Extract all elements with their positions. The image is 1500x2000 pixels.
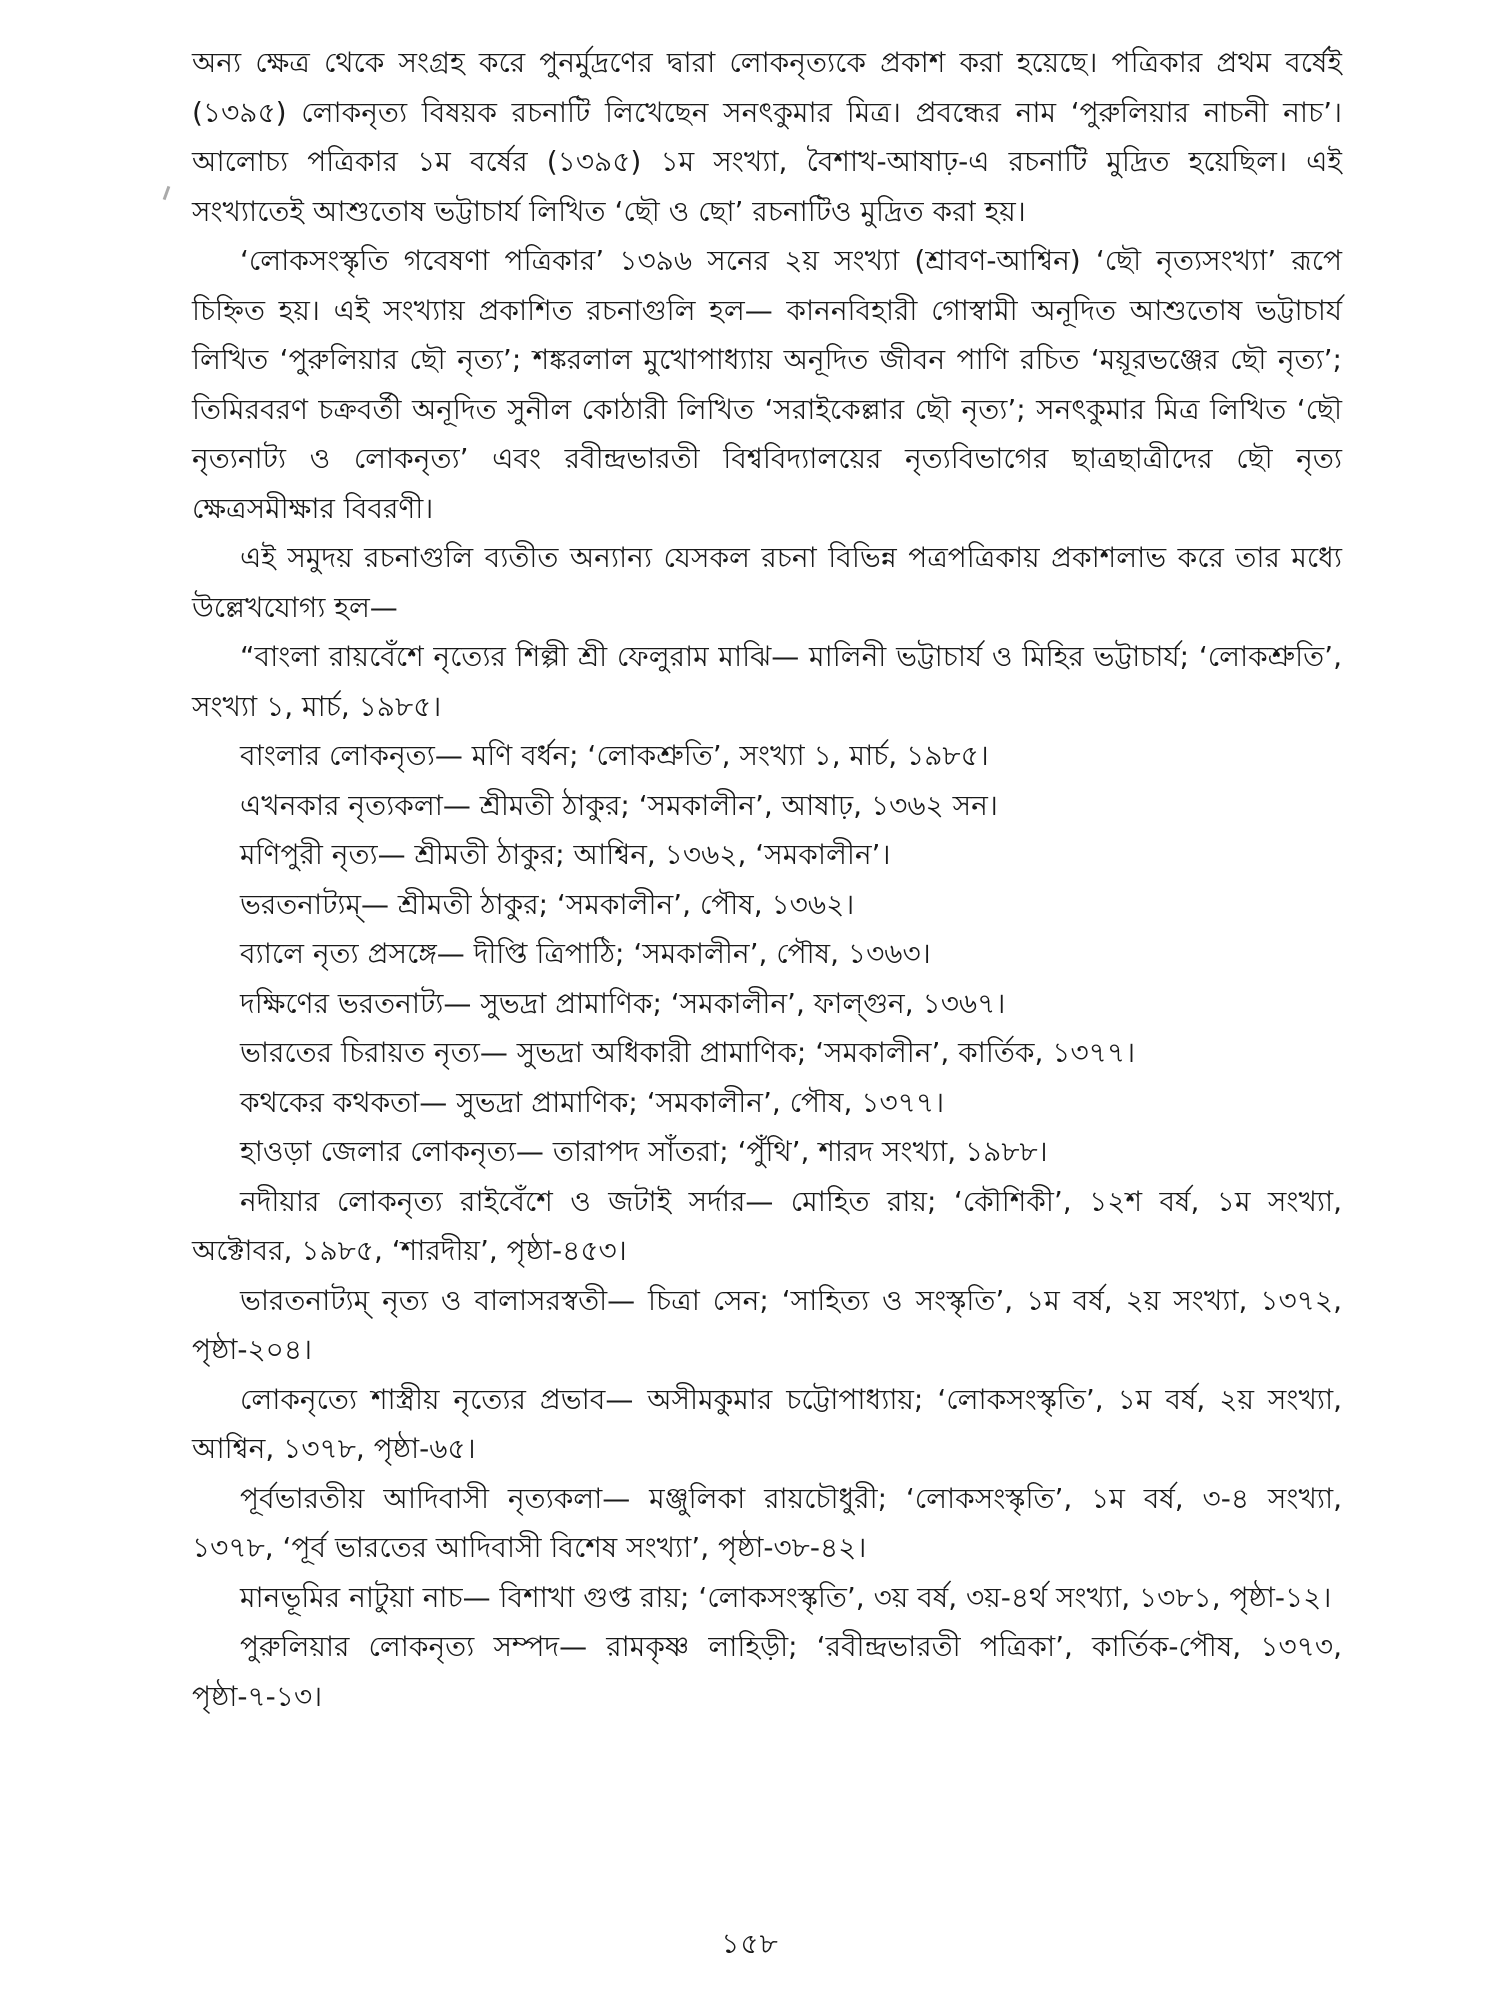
paragraph-1: অন্য ক্ষেত্র থেকে সংগ্রহ করে পুনর্মুদ্রণের দ্বারা লোকনৃত্যকে প্রকাশ করা হয়েছে। পত্রিকার প্রথম বর্ষেই (১৩৯৫) লোকনৃত্য বিষয়ক রচনাটি লিখেছেন সনৎকুমার মিত্র। প্রবন্ধের নাম ‘পুরুলিয়ার নাচনী নাচ’। আলোচ্য পত্রিকার ১ম বর্ষের (১৩৯৫) ১ম সংখ্যা, বৈশাখ-আষাঢ়-এ রচনাটি মুদ্রিত হয়েছিল। এই সংখ্যাতেই আশুতোষ ভট্টাচার্য লিখিত ‘ছৌ ও ছো’ রচনাটিও মুদ্রিত করা হয়। (192, 46, 1342, 228)
reference-4: মণিপুরী নৃত্য— শ্রীমতী ঠাকুর; আশ্বিন, ১৩৬২, ‘সমকালীন’। (240, 838, 891, 871)
page-number: ১৫৮ (721, 1927, 779, 1960)
reference-6: ব্যালে নৃত্য প্রসঙ্গে— দীপ্তি ত্রিপাঠি; ‘সমকালীন’, পৌষ, ১৩৬৩। (240, 937, 931, 970)
page-body (192, 38, 1342, 1721)
reference-8: ভারতের চিরায়ত নৃত্য— সুভদ্রা অধিকারী প্রামাণিক; ‘সমকালীন’, কার্তিক, ১৩৭৭। (240, 1036, 1136, 1069)
paragraph-2: ‘লোকসংস্কৃতি গবেষণা পত্রিকার’ ১৩৯৬ সনের ২য় সংখ্যা (শ্রাবণ-আশ্বিন) ‘ছৌ নৃত্যসংখ্যা’ রূপে চিহ্নিত হয়। এই সংখ্যায় প্রকাশিত রচনাগুলি হল— কাননবিহারী গোস্বামী অনূদিত আশুতোষ ভট্টাচার্য লিখিত ‘পুরুলিয়ার ছৌ নৃত্য’; শঙ্করলাল মুখোপাধ্যায় অনূদিত জীবন পাণি রচিত ‘ময়ূরভঞ্জের ছৌ নৃত্য’; তিমিরবরণ চক্রবর্তী অনূদিত সুনীল কোঠারী লিখিত ‘সরাইকেল্লার ছৌ নৃত্য’; সনৎকুমার মিত্র লিখিত ‘ছৌ নৃত্যনাট্য ও লোকনৃত্য’ এবং রবীন্দ্রভারতী বিশ্ববিদ্যালয়ের নৃত্যবিভাগের ছাত্রছাত্রীদের ছৌ নৃত্য ক্ষেত্রসমীক্ষার বিবরণী। (192, 244, 1342, 525)
reference-12: ভারতনাট্যম্ নৃত্য ও বালাসরস্বতী— চিত্রা সেন; ‘সাহিত্য ও সংস্কৃতি’, ১ম বর্ষ, ২য় সংখ্যা, ১৩৭২, পৃষ্ঠা-২০৪। (192, 1283, 1342, 1366)
reference-1: “বাংলা রায়বেঁশে নৃত্যের শিল্পী শ্রী ফেলুরাম মাঝি— মালিনী ভট্টাচার্য ও মিহির ভট্টাচার্য; ‘লোকশ্রুতি’, সংখ্যা ১, মার্চ, ১৯৮৫। (192, 640, 1342, 723)
reference-10: হাওড়া জেলার লোকনৃত্য— তারাপদ সাঁতরা; ‘পুঁথি’, শারদ সংখ্যা, ১৯৮৮। (240, 1135, 1048, 1168)
reference-14: পূর্বভারতীয় আদিবাসী নৃত্যকলা— মঞ্জুলিকা রায়চৌধুরী; ‘লোকসংস্কৃতি’, ১ম বর্ষ, ৩-৪ সংখ্যা, ১৩৭৮, ‘পূর্ব ভারতের আদিবাসী বিশেষ সংখ্যা’, পৃষ্ঠা-৩৮-৪২। (192, 1481, 1342, 1564)
reference-9: কথকের কথকতা— সুভদ্রা প্রামাণিক; ‘সমকালীন’, পৌষ, ১৩৭৭। (240, 1085, 945, 1119)
reference-7: দক্ষিণের ভরতনাট্য— সুভদ্রা প্রামাণিক; ‘সমকালীন’, ফাল্গুন, ১৩৬৭। (240, 986, 1006, 1020)
reference-13: লোকনৃত্যে শাস্ত্রীয় নৃত্যের প্রভাব— অসীমকুমার চট্টোপাধ্যায়; ‘লোকসংস্কৃতি’, ১ম বর্ষ, ২য় সংখ্যা, আশ্বিন, ১৩৭৮, পৃষ্ঠা-৬৫। (192, 1382, 1342, 1465)
scan-speck (163, 186, 171, 200)
reference-11: নদীয়ার লোকনৃত্য রাইবেঁশে ও জটাই সর্দার— মোহিত রায়; ‘কৌশিকী’, ১২শ বর্ষ, ১ম সংখ্যা, অক্টোবর, ১৯৮৫, ‘শারদীয়’, পৃষ্ঠা-৪৫৩। (192, 1184, 1342, 1267)
reference-3: এখনকার নৃত্যকলা— শ্রীমতী ঠাকুর; ‘সমকালীন’, আষাঢ়, ১৩৬২ সন। (240, 788, 998, 822)
reference-2: বাংলার লোকনৃত্য— মণি বর্ধন; ‘লোকশ্রুতি’, সংখ্যা ১, মার্চ, ১৯৮৫। (240, 739, 989, 772)
reference-15: মানভূমির নাটুয়া নাচ— বিশাখা গুপ্ত রায়; ‘লোকসংস্কৃতি’, ৩য় বর্ষ, ৩য়-৪র্থ সংখ্যা, ১৩৮১, পৃষ্ঠা-১২। (240, 1580, 1332, 1614)
reference-16: পুরুলিয়ার লোকনৃত্য সম্পদ— রামকৃষ্ণ লাহিড়ী; ‘রবীন্দ্রভারতী পত্রিকা’, কার্তিক-পৌষ, ১৩৭৩, পৃষ্ঠা-৭-১৩। (192, 1630, 1342, 1713)
reference-5: ভরতনাট্যম্— শ্রীমতী ঠাকুর; ‘সমকালীন’, পৌষ, ১৩৬২। (240, 887, 855, 921)
paragraph-3: এই সমুদয় রচনাগুলি ব্যতীত অন্যান্য যেসকল রচনা বিভিন্ন পত্রপত্রিকায় প্রকাশলাভ করে তার মধ্যে উল্লেখযোগ্য হল— (192, 541, 1342, 624)
